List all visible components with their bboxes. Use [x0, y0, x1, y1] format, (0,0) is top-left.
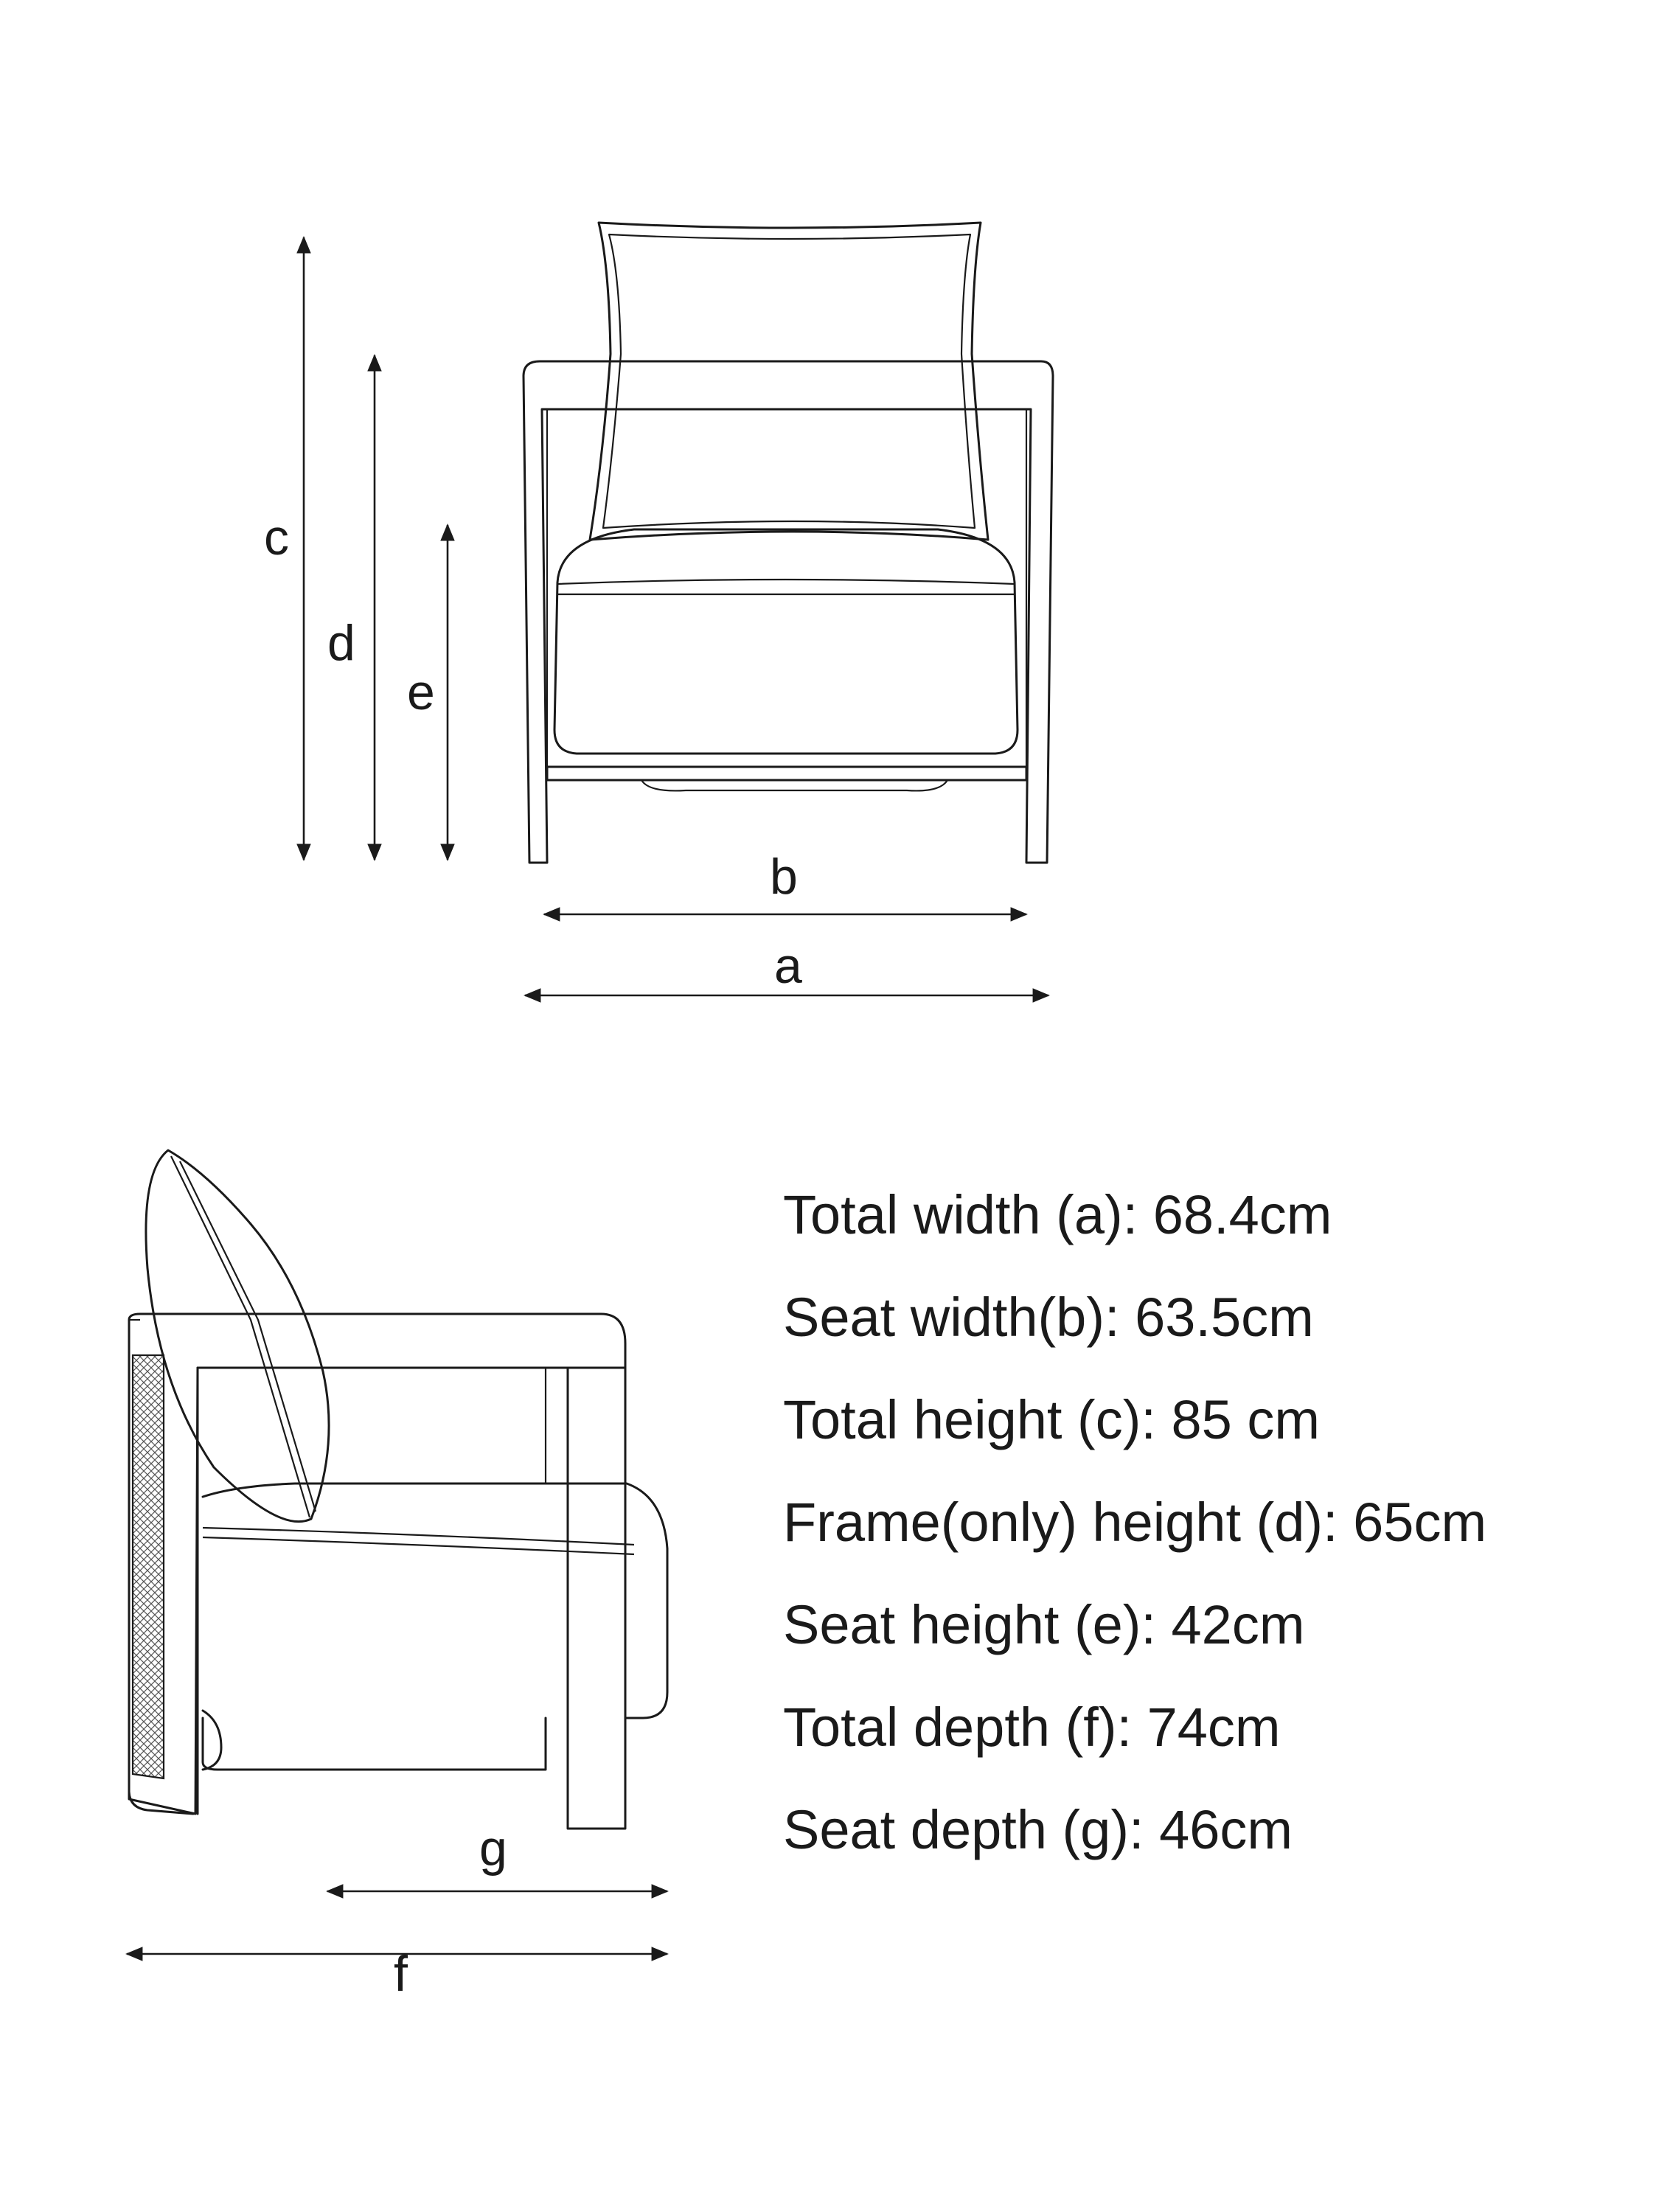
spec-total-depth: Total depth (f): 74cm — [783, 1697, 1281, 1758]
dimension-label-d: d — [327, 615, 355, 671]
spec-seat-height: Seat height (e): 42cm — [783, 1594, 1305, 1655]
spec-seat-depth: Seat depth (g): 46cm — [783, 1799, 1293, 1860]
front-view-chair — [524, 223, 1053, 863]
dimension-label-c: c — [264, 509, 289, 566]
side-view-chair — [129, 1150, 667, 1829]
spec-frame-height: Frame(only) height (d): 65cm — [783, 1492, 1487, 1553]
dimension-label-g: g — [479, 1820, 507, 1877]
dimension-label-b: b — [770, 849, 798, 905]
dimension-label-a: a — [774, 938, 802, 994]
dimension-specs-list — [783, 1178, 1486, 1896]
spec-seat-width: Seat width(b): 63.5cm — [783, 1287, 1314, 1348]
spec-total-width: Total width (a): 68.4cm — [783, 1184, 1332, 1245]
dimension-label-f: f — [394, 1946, 408, 2002]
spec-total-height: Total height (c): 85 cm — [783, 1389, 1320, 1450]
dimension-label-e: e — [407, 664, 435, 720]
